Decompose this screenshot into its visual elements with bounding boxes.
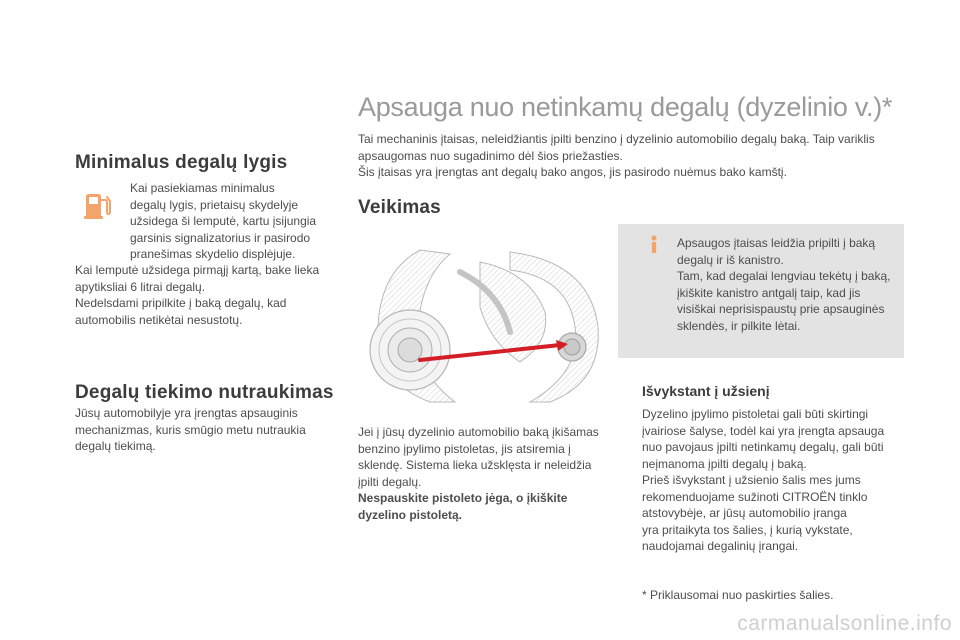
fuel-cutoff-line: mechanizmas, kuris smūgio metu nutraukia xyxy=(75,422,306,437)
watermark: carmanualsonline.info xyxy=(737,612,952,635)
operation-line: sklendę. Sistema lieka užsklęsta ir neleidžia xyxy=(358,458,592,472)
section-title-operation: Veikimas xyxy=(358,197,441,218)
abroad-line: yra pritaikyta tos šalies, į kurią vykstate, xyxy=(642,522,853,537)
operation-line: įpilti degalų. xyxy=(358,474,422,489)
intro-line: Tai mechaninis įtaisas, neleidžiantis įpilti benzino į dyzelinio automobilio degalų baką. Taip variklis xyxy=(358,132,875,146)
info-text xyxy=(677,235,902,334)
operation-warning-line: dyzelino pistoletą. xyxy=(358,507,463,522)
fuel-pump-icon xyxy=(80,188,114,224)
abroad-line: naudojamai degalinių įrangai. xyxy=(642,539,799,553)
info-line: įkiškite kanistro antgalį taip, kad jis xyxy=(677,285,861,300)
min-fuel-body-line: apytiksliai 6 litrai degalų. xyxy=(75,279,206,294)
abroad-line: nuo pavojaus įpilti netinkamų degalų, gali būti xyxy=(642,440,884,454)
section-title-min-fuel: Minimalus degalų lygis xyxy=(75,152,288,173)
operation-warning-line: Nespauskite pistoleto jėga, o įkiškite xyxy=(358,491,568,505)
min-fuel-body xyxy=(75,262,345,328)
section-title-fuel-cutoff: Degalų tiekimo nutraukimas xyxy=(75,382,334,403)
info-line: visiškai neprisispaustų prie apsauginės xyxy=(677,302,885,316)
min-fuel-line: Kai pasiekiamas minimalus xyxy=(130,181,275,195)
info-line: Apsaugos įtaisas leidžia pripilti į baką xyxy=(677,236,876,250)
abroad-line: rekomenduojame sužinoti CITROËN tinklo xyxy=(642,489,868,504)
min-fuel-body-line: Kai lemputė užsidega pirmąjį kartą, bake lieka xyxy=(75,263,320,277)
min-fuel-body-line: automobilis netikėtai nesustotų. xyxy=(75,312,243,327)
min-fuel-line: užsidega ši lemputė, kartu įsijungia xyxy=(130,214,317,228)
operation-line: Jei į jūsų dyzelinio automobilio baką įkišamas xyxy=(358,425,599,439)
footnote: * Priklausomai nuo paskirties šalies. xyxy=(642,588,834,602)
abroad-line: Dyzelino įpylimo pistoletai gali būti skirtingi xyxy=(642,407,869,421)
fuel-cutoff-line: degalų tiekimą. xyxy=(75,439,156,453)
min-fuel-indent-text xyxy=(130,180,340,263)
min-fuel-line: pranešimas skydelio displėjuje. xyxy=(130,247,296,261)
abroad-body xyxy=(642,406,912,555)
info-line: degalų ir iš kanistro. xyxy=(677,252,784,267)
min-fuel-line: degalų lygis, prietaisų skydelyje xyxy=(130,197,299,212)
abroad-line: atstovybėje, ar jūsų automobilio įranga xyxy=(642,506,847,520)
operation-body xyxy=(358,424,608,523)
info-icon xyxy=(645,234,663,254)
min-fuel-line: garsinis signalizatorius ir pasirodo xyxy=(130,230,311,245)
fuel-cutoff-body xyxy=(75,405,345,455)
intro-line: Šis įtaisas yra įrengtas ant degalų bako angos, jis pasirodo nuėmus bako kamštį. xyxy=(358,165,787,179)
abroad-line: Prieš išvykstant į užsienio šalis mes jums xyxy=(642,473,861,487)
info-line: Tam, kad degalai lengviau tekėtų į baką, xyxy=(677,269,891,283)
min-fuel-body-line: Nedelsdami pripilkite į baką degalų, kad xyxy=(75,296,287,310)
intro-text xyxy=(358,131,918,181)
fuel-cutoff-line: Jūsų automobilyje yra įrengtas apsauginis xyxy=(75,406,298,420)
section-title-abroad: Išvykstant į užsienį xyxy=(642,383,770,399)
abroad-line: įvairiose šalyse, todėl kai yra įrengta apsauga xyxy=(642,423,885,438)
operation-line: benzino įpylimo pistoletas, jis atsiremia į xyxy=(358,441,571,456)
fuel-filler-illustration xyxy=(360,232,610,407)
intro-line: apsaugomas nuo sugadinimo dėl šios priežasties. xyxy=(358,148,623,163)
page-title: Apsauga nuo netinkamų degalų (dyzelinio v.)* xyxy=(358,92,893,122)
abroad-line: neįmanoma įpilti degalų į baką. xyxy=(642,456,807,471)
info-line: sklendės, ir pilkite lėtai. xyxy=(677,318,801,333)
